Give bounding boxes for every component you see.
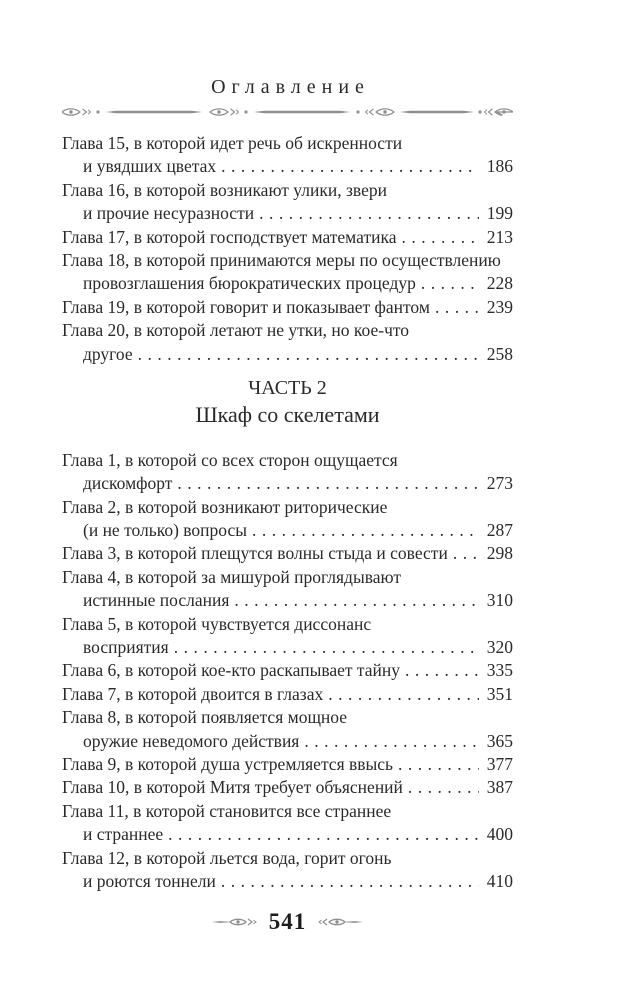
toc-entry-line	[62, 753, 513, 776]
toc-entry-text: Глава 18, в которой принимаются меры по осуществлению	[62, 249, 501, 270]
toc-page-number: 199	[486, 203, 513, 224]
dot-leader	[398, 753, 479, 776]
section-kicker: ЧАСТЬ 2	[248, 376, 327, 399]
toc-entry-line	[62, 472, 513, 495]
toc-entry-line	[62, 226, 513, 249]
toc-entry-line	[62, 589, 513, 612]
dot-leader	[405, 659, 479, 682]
toc-entry-line	[62, 659, 513, 682]
toc-entry-line	[62, 319, 513, 342]
toc-entry-line	[62, 870, 513, 893]
section-heading	[62, 375, 513, 429]
footer-page-number: 541	[268, 909, 307, 935]
toc-entry-line	[62, 343, 513, 366]
dot-leader	[259, 202, 479, 225]
toc-page-number: 387	[486, 777, 513, 798]
toc-page-number: 186	[486, 156, 513, 177]
toc-page-number: 351	[486, 683, 513, 704]
footer-ornament-right-icon	[317, 915, 363, 929]
toc-entry-text: Глава 2, в которой возникают риторические	[62, 496, 388, 517]
toc-page-number: 377	[486, 753, 513, 774]
toc-entry-text: другое	[83, 343, 133, 364]
toc-entry-line	[62, 496, 513, 519]
dot-leader	[221, 155, 479, 178]
toc-entry-line	[62, 823, 513, 846]
toc-entry-line	[62, 202, 513, 225]
toc-entry-text: Глава 10, в которой Митя требует объяснений	[62, 777, 403, 798]
toc-entry-text: Глава 7, в которой двоится в глазах	[62, 683, 324, 704]
toc-page-number: 365	[486, 730, 513, 751]
toc-page-number: 287	[486, 520, 513, 541]
toc-entry-text: и прочие несуразности	[83, 203, 255, 224]
toc-entry-line	[62, 155, 513, 178]
page-title: Оглавление	[211, 76, 370, 98]
toc-entry-line	[62, 249, 513, 272]
toc-entry-line	[62, 179, 513, 202]
dot-leader	[221, 870, 479, 893]
dot-leader	[252, 519, 479, 542]
toc-page-number: 400	[486, 824, 513, 845]
toc-entry-text: Глава 19, в которой говорит и показывает фантом	[62, 296, 430, 317]
dot-leader	[168, 823, 479, 846]
toc-entry-text: и страннее	[83, 824, 164, 845]
toc-entry-text: Глава 3, в которой плещутся волны стыда и совести	[62, 543, 448, 564]
dot-leader	[328, 683, 479, 706]
toc-entry-text: истинные послания	[83, 590, 230, 611]
toc-entry-line	[62, 730, 513, 753]
dot-leader	[138, 343, 479, 366]
footer	[62, 909, 513, 935]
toc-entry-text: Глава 9, в которой душа устремляется ввысь	[62, 753, 394, 774]
header-divider-ornament	[62, 104, 513, 120]
toc-entry-line	[62, 272, 513, 295]
toc-page-number: 228	[486, 273, 513, 294]
toc-entry-text: Глава 8, в которой появляется мощное	[62, 707, 348, 728]
toc-entry-line	[62, 683, 513, 706]
toc-entry-text: Глава 20, в которой летают не утки, но кое-что	[62, 320, 410, 341]
toc-entry-line	[62, 613, 513, 636]
toc-entry-text: и увядших цветах	[83, 156, 217, 177]
toc-entry-line	[62, 566, 513, 589]
toc-entry-text: оружие неведомого действия	[83, 730, 300, 751]
toc-entry-text: провозглашения бюрократических процедур	[83, 273, 416, 294]
toc-entry-line	[62, 847, 513, 870]
toc-page-number: 239	[486, 296, 513, 317]
toc-entry-line	[62, 296, 513, 319]
dot-leader	[234, 589, 478, 612]
toc	[62, 132, 513, 893]
dot-leader	[408, 776, 479, 799]
toc-entry-line	[62, 706, 513, 729]
toc-entry-text: Глава 12, в которой льется вода, горит огонь	[62, 847, 392, 868]
footer-ornament-left-icon	[212, 915, 258, 929]
toc-page-number: 213	[486, 226, 513, 247]
dot-leader	[401, 226, 478, 249]
dot-leader	[304, 730, 478, 753]
dot-leader	[435, 296, 479, 319]
toc-entry-line	[62, 636, 513, 659]
toc-entry-text: (и не только) вопросы	[83, 520, 248, 541]
toc-page-number: 298	[486, 543, 513, 564]
toc-page-number: 273	[486, 473, 513, 494]
toc-entry-line	[62, 776, 513, 799]
toc-entry-line	[62, 542, 513, 565]
toc-page-number: 410	[486, 870, 513, 891]
page-content	[62, 0, 513, 935]
toc-entry-text: восприятия	[83, 637, 169, 658]
section-title: Шкаф со скелетами	[195, 401, 380, 427]
dot-leader	[177, 472, 478, 495]
toc-entry-text: Глава 1, в которой со всех сторон ощущается	[62, 449, 398, 470]
toc-page-number: 335	[486, 660, 513, 681]
toc-page-number: 320	[486, 637, 513, 658]
toc-entry-text: и роются тоннели	[83, 870, 216, 891]
toc-entry-line	[62, 132, 513, 155]
toc-entry-text: Глава 5, в которой чувствуется диссонанс	[62, 613, 372, 634]
toc-entry-text: Глава 17, в которой господствует математика	[62, 226, 397, 247]
toc-page-number: 310	[486, 590, 513, 611]
dot-leader	[174, 636, 479, 659]
toc-entry-text: Глава 4, в которой за мишурой проглядывают	[62, 566, 402, 587]
dot-leader	[453, 542, 479, 565]
toc-entry-text: Глава 16, в которой возникают улики, звери	[62, 179, 387, 200]
toc-entry-line	[62, 519, 513, 542]
dot-leader	[421, 272, 479, 295]
toc-entry-text: Глава 6, в которой кое-кто раскапывает тайну	[62, 660, 401, 681]
toc-entry-text: Глава 11, в которой становится все страннее	[62, 800, 392, 821]
toc-entry-line	[62, 449, 513, 472]
toc-entry-text: Глава 15, в которой идет речь об искренности	[62, 133, 403, 153]
toc-entry-text: дискомфорт	[83, 473, 173, 494]
toc-entry-line	[62, 800, 513, 823]
toc-page-number: 258	[486, 343, 513, 364]
